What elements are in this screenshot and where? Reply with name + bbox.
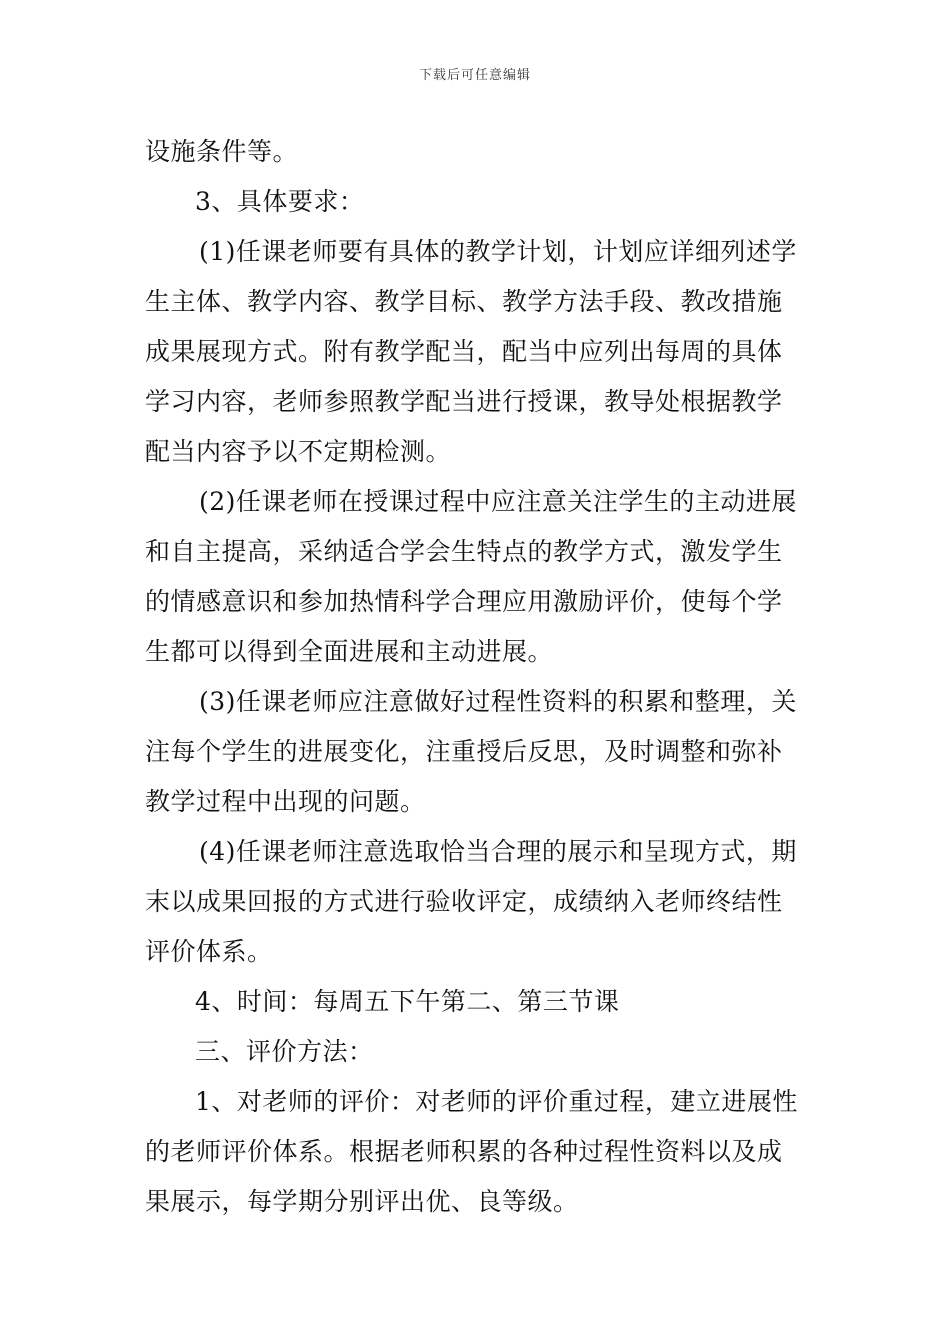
text-line: (1)任课老师要有具体的教学计划，计划应详细列述学 bbox=[199, 237, 797, 266]
text-line: 设施条件等。 bbox=[145, 137, 299, 166]
text-line: 和自主提高，采纳适合学会生特点的教学方式，激发学生 bbox=[145, 537, 783, 566]
text-line: 生主体、教学内容、教学目标、教学方法手段、教改措施 bbox=[145, 287, 783, 316]
text-line: 末以成果回报的方式进行验收评定，成绩纳入老师终结性 bbox=[145, 887, 783, 916]
page-header-note: 下载后可任意编辑 bbox=[418, 68, 531, 83]
text-line: (4)任课老师注意选取恰当合理的展示和呈现方式，期 bbox=[199, 837, 797, 866]
section-heading-requirements: 3、具体要求： bbox=[195, 187, 365, 216]
text-line: 学习内容，老师参照教学配当进行授课，教导处根据教学 bbox=[145, 387, 783, 416]
section-heading-evaluation: 三、评价方法： bbox=[195, 1037, 374, 1066]
text-line: 的情感意识和参加热情科学合理应用激励评价，使每个学 bbox=[145, 587, 783, 616]
text-line: 评价体系。 bbox=[145, 937, 273, 966]
text-line: 成果展现方式。附有教学配当，配当中应列出每周的具体 bbox=[145, 337, 783, 366]
text-line: 配当内容予以不定期检测。 bbox=[145, 437, 452, 466]
text-line: 果展示，每学期分别评出优、良等级。 bbox=[145, 1187, 579, 1216]
text-line: 注每个学生的进展变化，注重授后反思，及时调整和弥补 bbox=[145, 737, 783, 766]
section-heading-time: 4、时间：每周五下午第二、第三节课 bbox=[195, 987, 620, 1016]
text-line: 1、对老师的评价：对老师的评价重过程，建立进展性 bbox=[195, 1087, 798, 1116]
document-body bbox=[145, 127, 810, 1227]
text-line: 教学过程中出现的问题。 bbox=[145, 787, 426, 816]
text-line: 生都可以得到全面进展和主动进展。 bbox=[145, 637, 554, 666]
text-line: 的老师评价体系。根据老师积累的各种过程性资料以及成 bbox=[145, 1137, 783, 1166]
text-line: (2)任课老师在授课过程中应注意关注学生的主动进展 bbox=[199, 487, 797, 516]
text-line: (3)任课老师应注意做好过程性资料的积累和整理，关 bbox=[199, 687, 797, 716]
